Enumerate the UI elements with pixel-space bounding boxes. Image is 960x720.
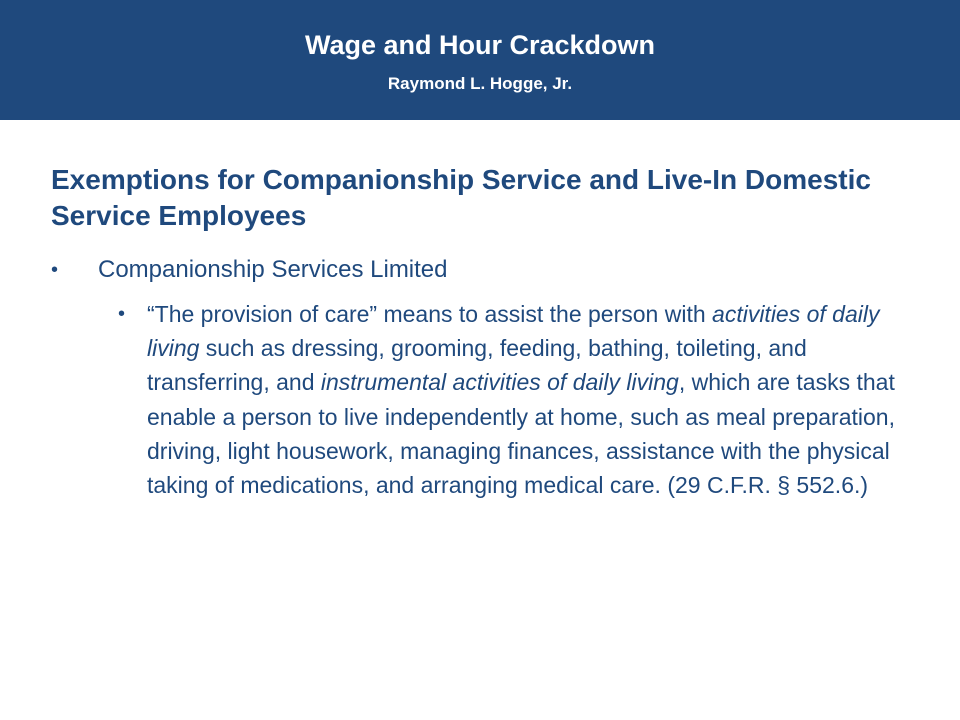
bullet-dot-icon: • xyxy=(118,303,126,325)
slide-heading: Exemptions for Companionship Service and Live-In Domestic Service Employees xyxy=(51,164,871,231)
header-band xyxy=(0,0,960,120)
bullet-dot-icon: • xyxy=(51,259,59,281)
text-segment: , which are tasks that enable a person to live independently at home, such as meal preparation, driving, light housework, managing finances, assistance with the physical taking of medications, and arranging medical care. (29 C.F.R. § 552.6.) xyxy=(147,369,895,499)
presenter-name: Raymond L. Hogge, Jr. xyxy=(387,74,573,93)
presentation-title: Wage and Hour Crackdown xyxy=(304,30,656,60)
text-segment: such as dressing, grooming, feeding, bathing, toileting, and transferring, and xyxy=(147,335,807,396)
italic-term: activities of daily living xyxy=(147,301,880,362)
text-segment: “The provision of care” means to assist the person with xyxy=(147,301,713,327)
bullet-text-level1: Companionship Services Limited xyxy=(98,256,448,283)
italic-term: instrumental activities of daily living xyxy=(320,369,679,396)
bullet-text-level2 xyxy=(147,297,927,502)
